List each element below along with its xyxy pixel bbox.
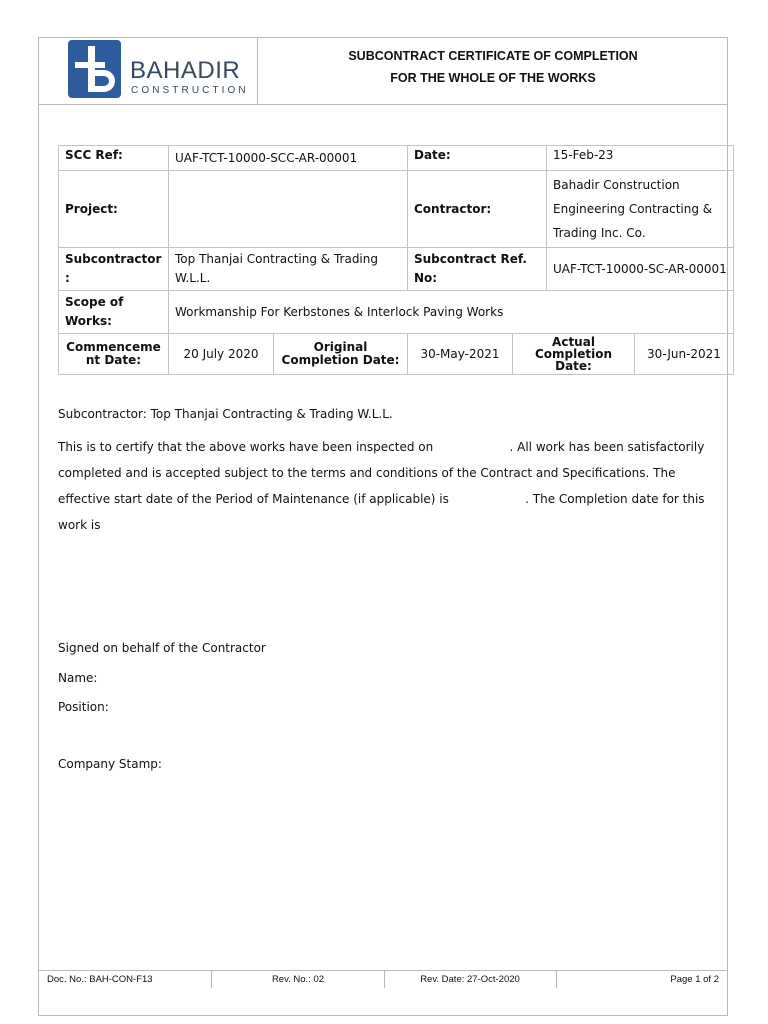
document-title-line-1: SUBCONTRACT CERTIFICATE OF COMPLETION (348, 49, 638, 63)
contractor-value-line: Trading Inc. Co. (553, 226, 646, 240)
logo-cell (38, 37, 258, 104)
date-label: Date: (408, 146, 547, 171)
project-label: Project: (59, 171, 169, 248)
contractor-value-line: Bahadir Construction (553, 178, 680, 192)
subcontract-ref-value: UAF-TCT-10000-SC-AR-00001 (547, 248, 734, 291)
subcontractor-value-line: Top Thanjai Contracting & Trading (175, 252, 378, 266)
date-value: 15-Feb-23 (547, 146, 734, 171)
certification-paragraph (58, 434, 708, 538)
subcontractor-label-line: : (65, 271, 70, 285)
actual-completion-label-line: Completion (534, 347, 613, 361)
subcontract-ref-label-line: No: (414, 271, 438, 285)
name-label: Name: (58, 671, 98, 685)
actual-completion-label (513, 334, 635, 375)
table-row (59, 334, 734, 375)
brand-subtitle: CONSTRUCTION (131, 85, 249, 96)
subcontractor-statement: Subcontractor: Top Thanjai Contracting & Trading W.L.L. (58, 407, 393, 421)
contractor-label: Contractor: (408, 171, 547, 248)
commencement-label-line: Commenceme (66, 340, 161, 354)
scc-ref-label: SCC Ref: (59, 146, 169, 171)
table-row (59, 146, 734, 171)
table-row (59, 248, 734, 291)
bahadir-logo-icon (68, 40, 121, 98)
commencement-label-line: nt Date: (85, 353, 142, 367)
scope-label (59, 291, 169, 334)
footer-page-number: Page 1 of 2 (670, 974, 719, 985)
actual-completion-label-line: Date: (555, 359, 592, 373)
subcontract-ref-label (408, 248, 547, 291)
contractor-value (547, 171, 734, 248)
paragraph-line: work is (58, 518, 101, 532)
scope-label-line: Scope of (65, 295, 124, 309)
table-row (59, 171, 734, 248)
original-completion-label-line: Completion Date: (281, 353, 400, 367)
company-stamp-label: Company Stamp: (58, 757, 162, 771)
commencement-label (59, 334, 169, 375)
signed-on-behalf-label: Signed on behalf of the Contractor (58, 641, 266, 655)
scc-ref-value: UAF-TCT-10000-SCC-AR-00001 (169, 146, 408, 171)
subcontractor-label-line: Subcontractor (65, 252, 162, 266)
document-footer (38, 970, 728, 989)
subcontractor-value-line: W.L.L. (175, 271, 211, 285)
subcontractor-value (169, 248, 408, 291)
table-row (59, 291, 734, 334)
certificate-info-table (58, 145, 734, 375)
original-completion-label (274, 334, 408, 375)
footer-rev-date: Rev. Date: 27-Oct-2020 (384, 971, 557, 988)
footer-rev-no: Rev. No.: 02 (212, 971, 385, 988)
position-label: Position: (58, 700, 109, 714)
actual-completion-label-line: Actual (552, 335, 595, 349)
commencement-value: 20 July 2020 (169, 334, 274, 375)
contractor-value-line: Engineering Contracting & (553, 202, 713, 216)
title-cell (258, 37, 728, 104)
brand-name: BAHADIR (130, 57, 241, 84)
paragraph-line: This is to certify that the above works have been inspected on . All work has been satisfactorily (58, 440, 705, 454)
subcontractor-label (59, 248, 169, 291)
scope-value: Workmanship For Kerbstones & Interlock Paving Works (169, 291, 734, 334)
subcontract-ref-label-line: Subcontract Ref. (414, 252, 527, 266)
project-value (169, 171, 408, 248)
document-header (38, 37, 728, 105)
scope-label-line: Works: (65, 314, 112, 328)
original-completion-value: 30-May-2021 (408, 334, 513, 375)
actual-completion-value: 30-Jun-2021 (635, 334, 734, 375)
paragraph-line: completed and is accepted subject to the terms and conditions of the Contract and Specifications. The (58, 466, 676, 480)
document-title-line-2: FOR THE WHOLE OF THE WORKS (390, 71, 596, 85)
paragraph-line: effective start date of the Period of Maintenance (if applicable) is . The Completion date for this (58, 492, 705, 506)
original-completion-label-line: Original (313, 340, 368, 354)
footer-doc-no: Doc. No.: BAH-CON-F13 (38, 971, 212, 988)
